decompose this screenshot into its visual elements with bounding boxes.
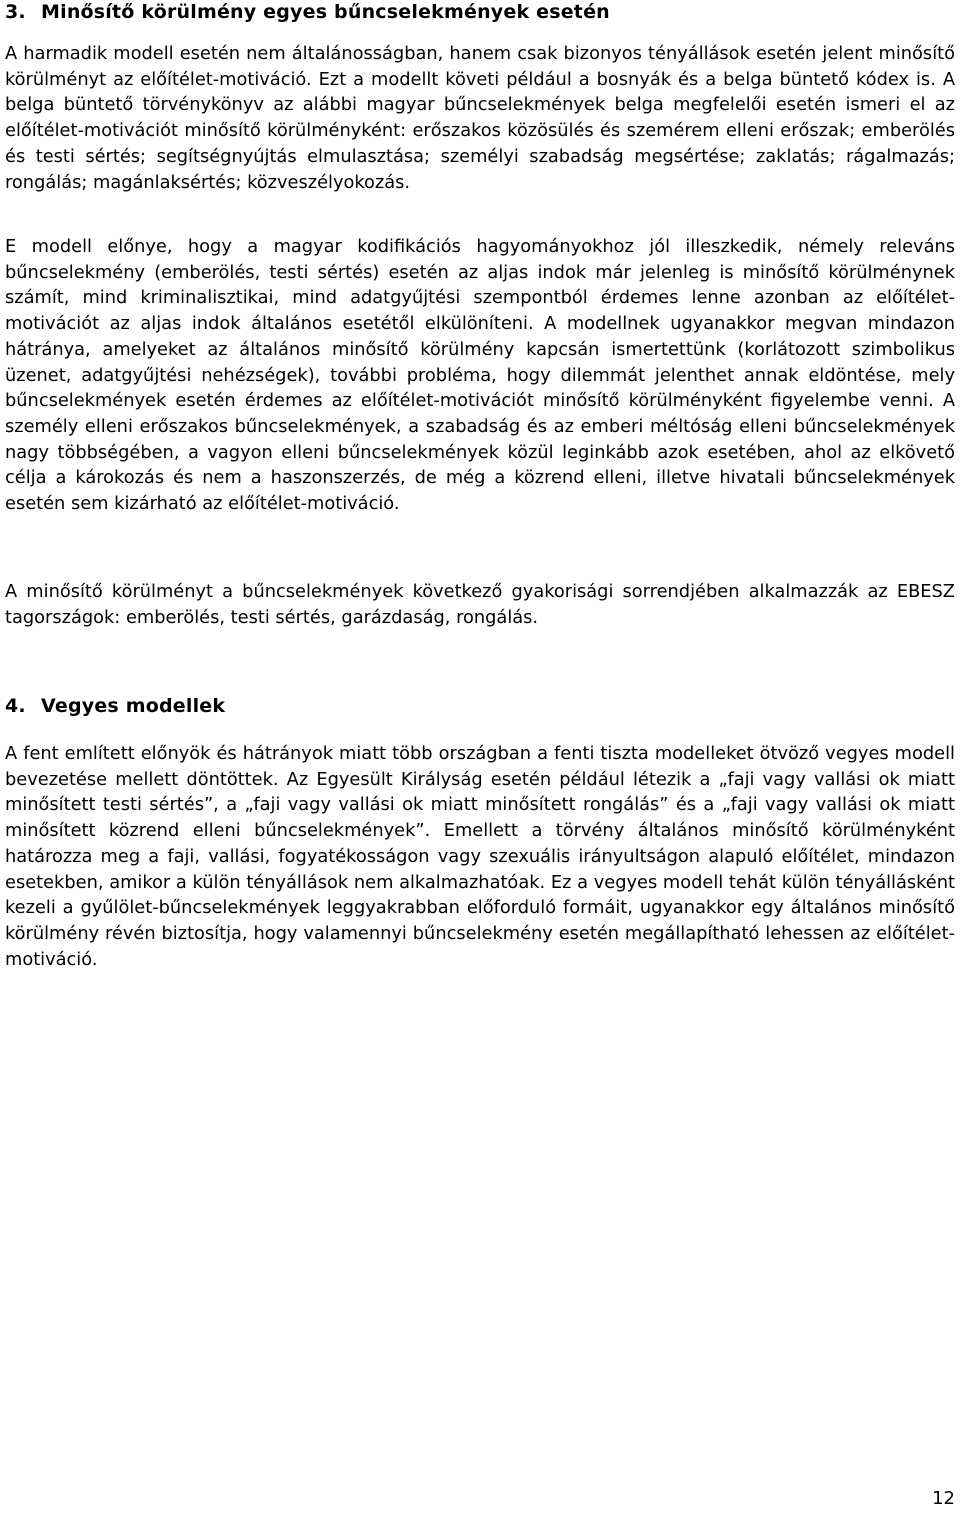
section-3-number: 3. [5, 1, 26, 23]
section-3-paragraph-2: E modell előnye, hogy a magyar kodifikációs hagyományokhoz jól illeszkedik, némely releváns bűncselekmény (emberölés, testi sértés) esetén az aljas indok már jelenleg is minősítő körülménynek számít, mind kriminalisztikai, mind adatgyűjtési szempontból érdemes lenne azonban az előítélet-motivációt az aljas indok általános esetétől elkülöníteni. A modellnek ugyanakkor megvan mindazon hátránya, amelyeket az általános minősítő körülmény kapcsán ismertettünk (korlátozott szimbolikus üzenet, adatgyűjtési nehézségek), további probléma, hogy dilemmát jelenthet annak eldöntése, mely bűncselekmények esetén érdemes az előítélet-motivációt minősítő körülményként figyelembe venni. A személy elleni erőszakos bűncselekmények, a szabadság és az emberi méltóság elleni bűncselekmények nagy többségében, a vagyon elleni bűncselekmények közül leginkább azok esetében, ahol az elkövető célja a károkozás és nem a haszonszerzés, de még a közrend elleni, illetve hivatali bűncselekmények esetén sem kizárható az előítélet-motiváció. [5, 236, 955, 515]
section-4-paragraph-1: A fent említett előnyök és hátrányok miatt több országban a fenti tiszta modelleket ötvöző vegyes modell bevezetése mellett döntöttek. Az Egyesült Királyság esetén például létezik a „faji vagy vallási ok miatt minősített testi sértés”, a „faji vagy vallási ok miatt minősített rongálás” és a „faji vagy vallási ok miatt minősített közrend elleni bűncselekmények”. Emellett a törvény általános minősítő körülményként határozza meg a faji, vallási, fogyatékosságon vagy szexuális irányultságon alapuló előítélet, mindazon esetekben, amikor a külön tényállások nem alkalmazhatóak. Ez a vegyes modell tehát külön tényállásként kezeli a gyűlölet-bűncselekmények leggyakrabban előforduló formáit, ugyanakkor egy általános minősítő körülmény révén biztosítja, hogy valamennyi bűncselekmény esetén megállapítható lehessen az előítélet-motiváció. [5, 743, 955, 970]
section-3-paragraph-1: A harmadik modell esetén nem általánosságban, hanem csak bizonyos tényállások esetén jelent minősítő körülményt az előítélet-motiváció. Ezt a modellt követi például a bosnyák és a belga büntető kódex is. A belga büntető törvénykönyv az alábbi magyar bűncselekmények belga megfelelői esetén ismeri el az előítélet-motivációt minősítő körülményként: erőszakos közösülés és szemérem elleni erőszak; emberölés és testi sértés; segítségnyújtás elmulasztása; személyi szabadság megsértése; zaklatás; rágalmazás; rongálás; magánlaksértés; közveszélyokozás. [5, 43, 955, 193]
section-4-heading [5, 694, 225, 718]
section-3-heading [5, 0, 610, 24]
page-number: 12 [932, 1488, 955, 1509]
section-3-paragraph-3: A minősítő körülményt a bűncselekmények következő gyakorisági sorrendjében alkalmazzák az EBESZ tagországok: emberölés, testi sértés, garázdaság, rongálás. [5, 581, 955, 628]
section-3-title: Minősítő körülmény egyes bűncselekmények esetén [41, 1, 610, 23]
section-4-title: Vegyes modellek [41, 695, 226, 717]
section-4-number: 4. [5, 695, 26, 717]
